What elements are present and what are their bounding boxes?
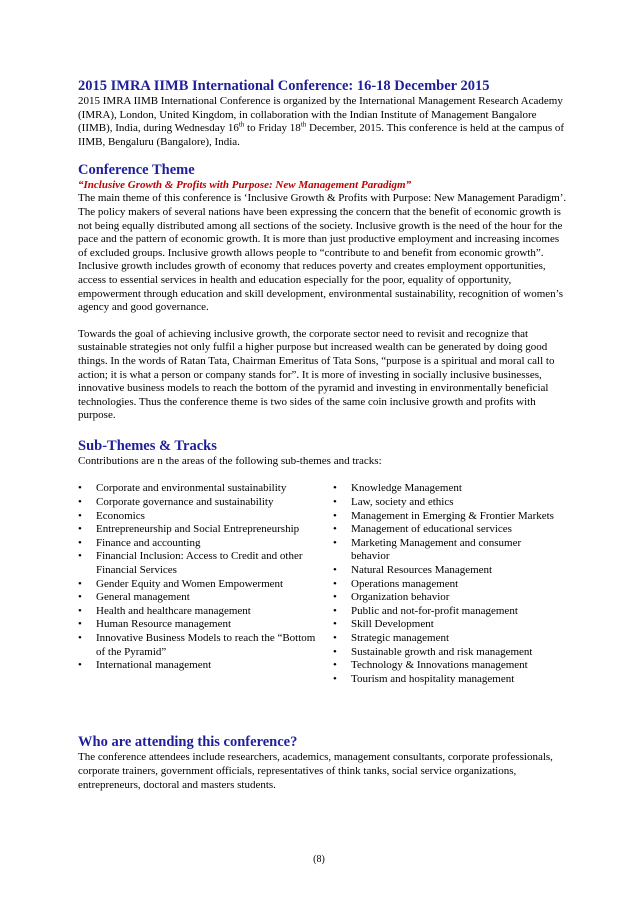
track-item (78, 537, 333, 551)
bullet-icon: • (78, 577, 82, 590)
track-item-label: Corporate governance and sustainability (96, 496, 274, 509)
track-item (333, 673, 568, 687)
track-item-label: Gender Equity and Women Empowerment (96, 577, 284, 590)
track-item-label: Corporate and environmental sustainability (96, 482, 287, 495)
track-item-label: Knowledge Management (351, 482, 462, 495)
intro-paragraph: 2015 IMRA IIMB International Conference is organized by the International Management Research Academy (IMRA), London, United Kingdom, in collaboration with the Indian Institute of Management Bangalore (IIMB), India, during Wednesday 16th to Friday 18th December, 2015. This conference is held at the campus of IIMB, Bengaluru (Bangalore), India. (78, 95, 565, 148)
bullet-icon: • (78, 632, 82, 644)
track-item-label: Public and not-for-profit management (351, 604, 518, 617)
bullet-icon: • (333, 496, 337, 509)
tracks-lists (78, 482, 568, 686)
theme-paragraph-1: The main theme of this conference is ‘Inclusive Growth & Profits with Purpose: New Management Paradigm’. The policy makers of several nations have been expressing the concern that the benefit of economic growth is not being equally distributed among all sections of the society. Inclusive growth is the need of the hour for the pace and the pattern of economic growth. It is more than just productive employment and increasing incomes of excluded groups. Inclusive growth allows people to “contribute to and benefit from economic growth”. Inclusive growth includes growth of economy that reduces poverty and creates employment opportunities, access to essential services in health and education especially for the poor, equality of opportunity, empowerment through education and skill development, environmental sustainability, recognition of women’s agency and good governance. (78, 192, 567, 314)
track-item (333, 618, 568, 632)
tracks-heading: Sub-Themes & Tracks (78, 437, 217, 454)
bullet-icon: • (78, 618, 82, 631)
attendees-paragraph: The conference attendees include researchers, academics, management consultants, corporate professionals, corporate trainers, government officials, representatives of think tanks, social service organizations, entrepreneurs, doctoral and masters students. (78, 751, 553, 791)
bullet-icon: • (333, 536, 337, 549)
track-item (333, 537, 568, 564)
track-item (78, 578, 333, 592)
track-item-label: Finance and accounting (96, 536, 201, 549)
track-item-label: Organization behavior (351, 591, 450, 604)
track-item (333, 510, 568, 524)
track-item (78, 510, 333, 524)
bullet-icon: • (333, 604, 337, 617)
bullet-icon: • (78, 523, 82, 536)
bullet-icon: • (78, 550, 82, 563)
tracks-right-column (333, 482, 568, 686)
track-item (333, 564, 568, 578)
theme-heading: Conference Theme (78, 162, 195, 179)
track-item-label: Strategic management (351, 632, 450, 644)
track-item-label: Management in Emerging & Frontier Markets (351, 509, 554, 522)
bullet-icon: • (78, 536, 82, 549)
track-item-label: Tourism and hospitality management (351, 672, 515, 685)
track-item-label: Management of educational services (351, 523, 512, 536)
track-item-label: Human Resource management (96, 618, 232, 631)
track-item-label: Economics (96, 509, 145, 522)
track-item (78, 618, 333, 632)
track-item-label: Health and healthcare management (96, 604, 251, 617)
track-item (78, 496, 333, 510)
bullet-icon: • (333, 564, 337, 577)
bullet-icon: • (78, 496, 82, 509)
track-item (78, 482, 333, 496)
track-item (333, 646, 568, 660)
bullet-icon: • (78, 659, 82, 672)
track-item (333, 578, 568, 592)
track-item-label: Entrepreneurship and Social Entrepreneurship (96, 523, 300, 536)
track-item-label: International management (96, 659, 212, 672)
bullet-icon: • (78, 509, 82, 522)
track-item-label: Skill Development (351, 618, 434, 631)
track-item (333, 523, 568, 537)
theme-paragraph-2: Towards the goal of achieving inclusive growth, the corporate sector need to revisit and recognize that sustainable strategies not only fulfil a higher purpose but increased wealth can be generated by doing good things. In the words of Ratan Tata, Chairman Emeritus of Tata Sons, “purpose is a spiritual and moral call to action; it is what a person or company stands for”. It is more of investing in socially inclusive businesses, innovative business models to reach the bottom of the pyramid and investing in environmentally beneficial technologies. Thus the conference theme is two sides of the same coin inclusive growth and profits with purpose. (78, 327, 555, 422)
attendees-heading: Who are attending this conference? (78, 734, 298, 751)
bullet-icon: • (333, 577, 337, 590)
track-item (78, 605, 333, 619)
bullet-icon: • (333, 523, 337, 536)
track-item (78, 632, 333, 659)
track-item (333, 482, 568, 496)
track-item (78, 591, 333, 605)
track-item-label: Innovative Business Models to reach the “Bottom of the Pyramid” (96, 632, 316, 658)
track-item (333, 496, 568, 510)
bullet-icon: • (333, 659, 337, 672)
bullet-icon: • (333, 672, 337, 685)
track-item-label: Financial Inclusion: Access to Credit and other Financial Services (96, 550, 303, 577)
track-item (333, 632, 568, 646)
track-item-label: Law, society and ethics (351, 496, 454, 509)
track-item-label: Operations management (351, 577, 459, 590)
track-item (333, 605, 568, 619)
track-item-label: Technology & Innovations management (351, 659, 528, 672)
bullet-icon: • (78, 591, 82, 604)
bullet-icon: • (333, 645, 337, 658)
theme-subtitle: “Inclusive Growth & Profits with Purpose: New Management Paradigm” (78, 179, 412, 192)
bullet-icon: • (333, 618, 337, 631)
bullet-icon: • (78, 482, 82, 495)
page-number: (8) (313, 854, 325, 865)
bullet-icon: • (333, 632, 337, 644)
track-item-label: Marketing Management and consumer behavior (351, 536, 522, 563)
track-item-label: General management (96, 591, 190, 604)
bullet-icon: • (78, 604, 82, 617)
track-item-label: Sustainable growth and risk management (351, 645, 533, 658)
track-item-label: Natural Resources Management (351, 564, 493, 577)
track-item (333, 659, 568, 673)
bullet-icon: • (333, 591, 337, 604)
conference-title: 2015 IMRA IIMB International Conference: 16-18 December 2015 (78, 78, 490, 94)
track-item (78, 523, 333, 537)
track-item (78, 659, 333, 673)
bullet-icon: • (333, 509, 337, 522)
tracks-left-column (78, 482, 333, 686)
document-page (78, 78, 568, 792)
track-item (78, 550, 333, 577)
bullet-icon: • (333, 482, 337, 495)
tracks-intro: Contributions are n the areas of the following sub-themes and tracks: (78, 454, 382, 467)
track-item (333, 591, 568, 605)
